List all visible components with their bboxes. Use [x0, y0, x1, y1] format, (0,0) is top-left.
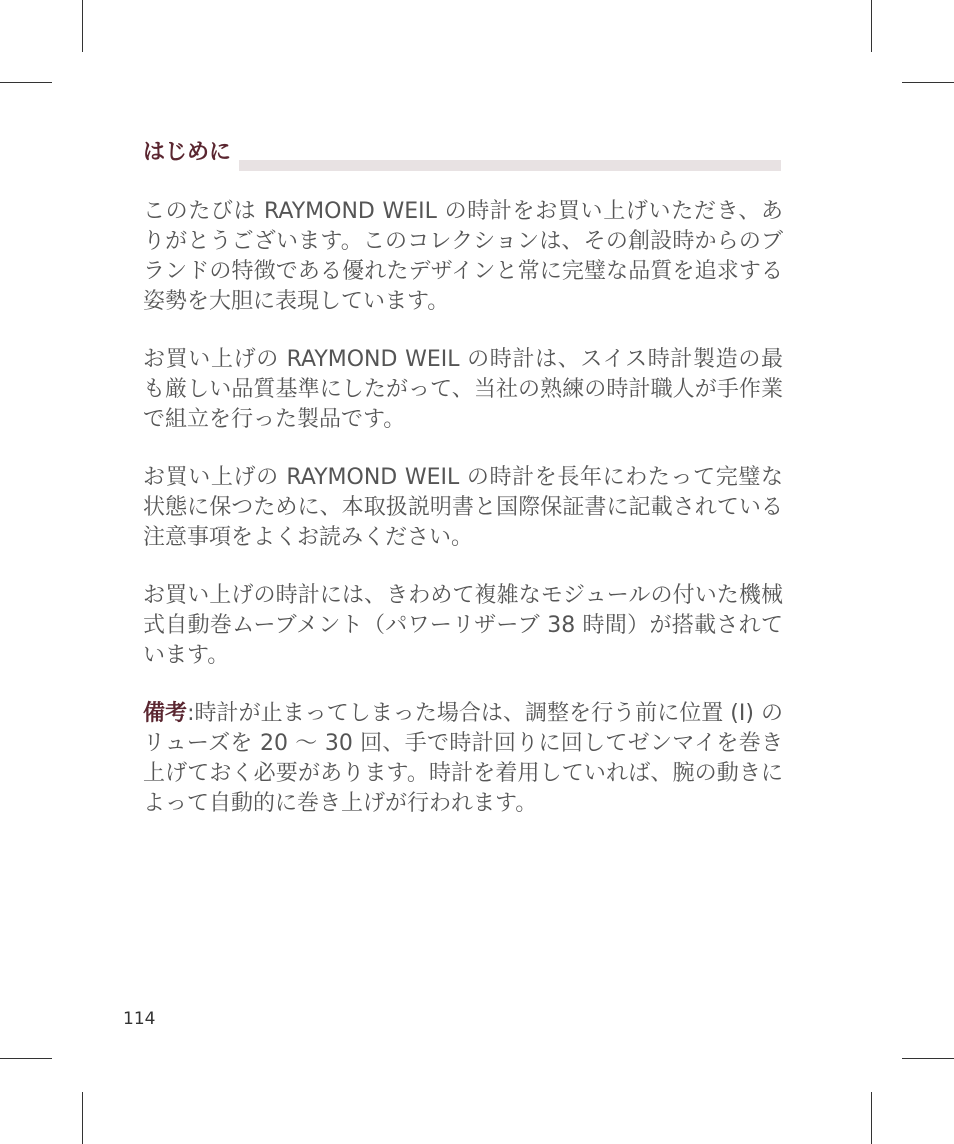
body-text [143, 197, 783, 847]
crop-mark-top-right-vertical [871, 0, 872, 52]
crop-mark-bottom-right-vertical [871, 1092, 872, 1144]
paragraph-craftsmanship: お買い上げの RAYMOND WEIL の時計は、スイス時計製造の最も厳しい品質基準にしたがって、当社の熟練の時計職人が手作業で組立を行った製品です。 [143, 347, 783, 432]
page-title: はじめに [143, 140, 232, 165]
crop-mark-top-left-horizontal [0, 82, 52, 83]
note-paragraph [143, 699, 783, 819]
section-header [143, 138, 781, 174]
crop-mark-bottom-left-vertical [82, 1092, 83, 1144]
paragraph-movement: お買い上げの時計には、きわめて複雑なモジュールの付いた機械式自動巻ムーブメント（パワーリザーブ 38 時間）が搭載されています。 [143, 583, 783, 668]
paragraph-intro: このたびは RAYMOND WEIL の時計をお買い上げいただき、ありがとうございます。このコレクションは、その創設時からのブランドの特徴である優れたデザインと常に完璧な品質を追求する姿勢を大胆に表現しています。 [143, 199, 783, 314]
crop-mark-top-left-vertical [82, 0, 83, 52]
note-label: 備考 [143, 701, 188, 726]
crop-mark-top-right-horizontal [902, 82, 954, 83]
crop-mark-bottom-left-horizontal [0, 1058, 52, 1059]
crop-mark-bottom-right-horizontal [902, 1058, 954, 1059]
note-text: :時計が止まってしまった場合は、調整を行う前に位置 (I) のリューズを 20 ～ 30 回、手で時計回りに回してゼンマイを巻き上げておく必要があります。時計を着用していれば、腕の動きによって自動的に巻き上げが行われます。 [143, 701, 783, 816]
page-number: 114 [123, 1009, 156, 1029]
paragraph-care: お買い上げの RAYMOND WEIL の時計を長年にわたって完璧な状態に保つために、本取扱説明書と国際保証書に記載されている注意事項をよくお読みください。 [143, 465, 783, 550]
heading-rule [239, 160, 781, 171]
